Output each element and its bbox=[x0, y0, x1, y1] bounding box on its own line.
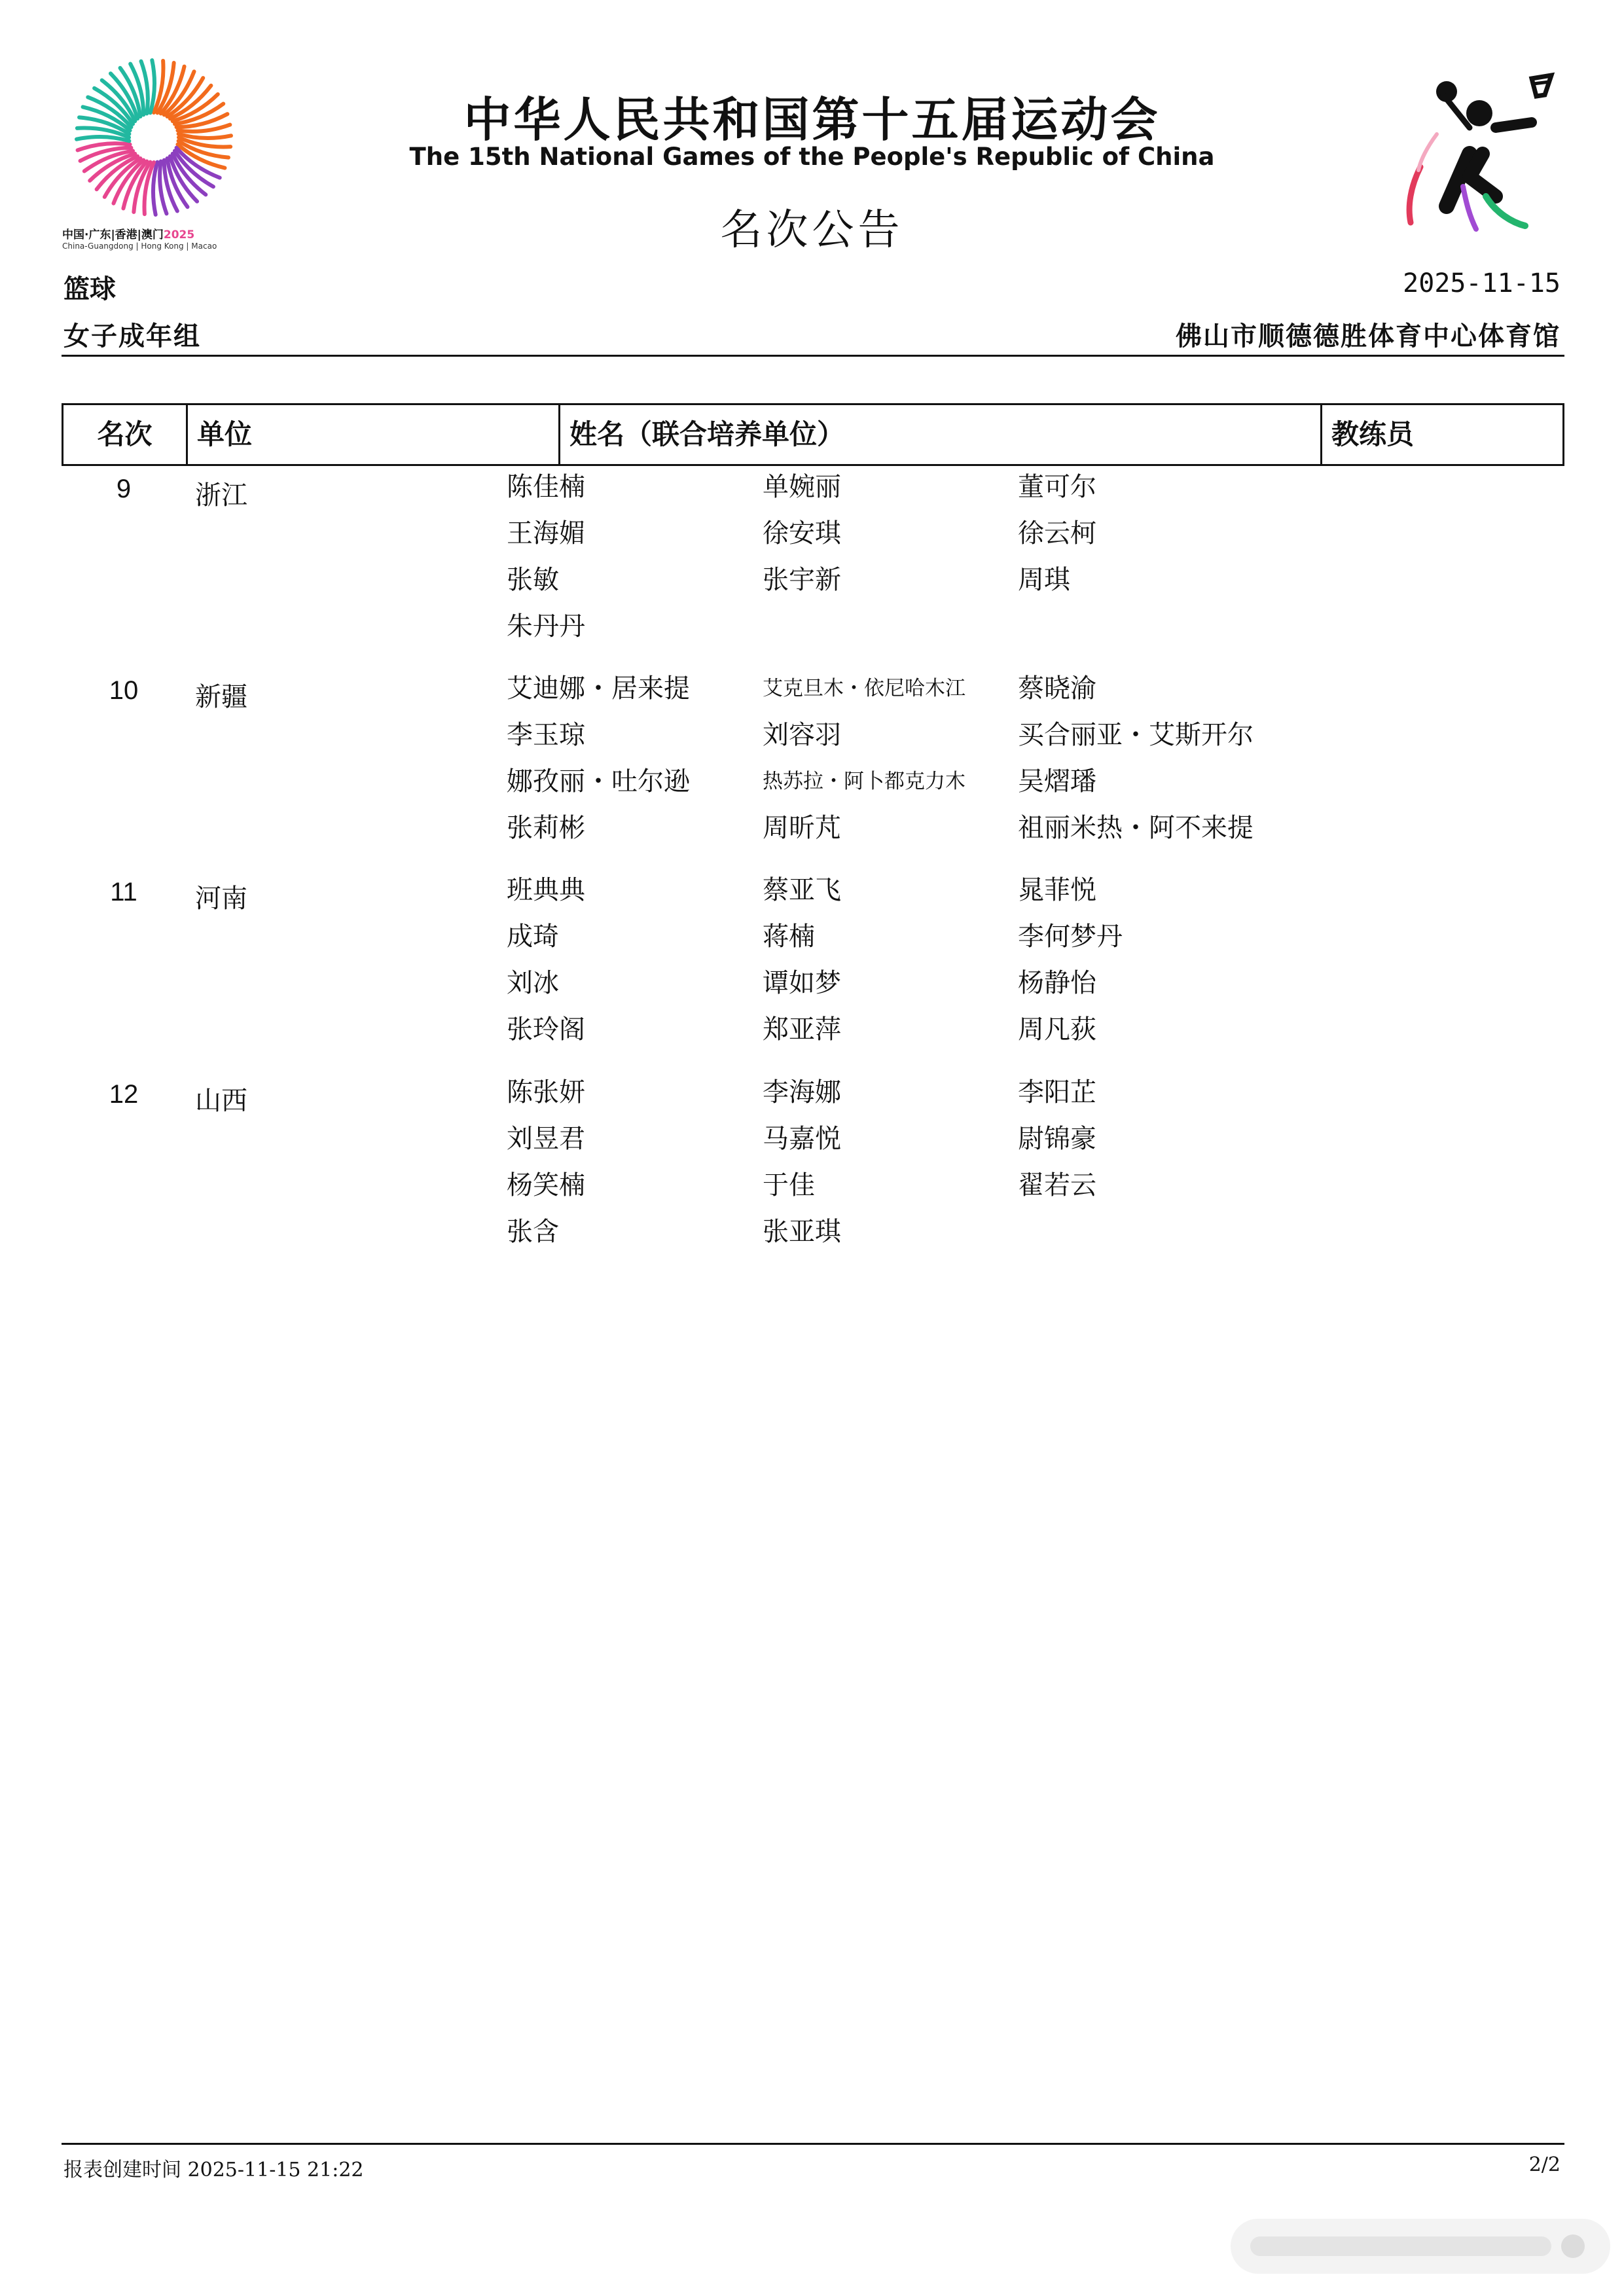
basketball-pictogram bbox=[1371, 62, 1568, 259]
header-divider bbox=[62, 355, 1564, 357]
watermark bbox=[1231, 2219, 1610, 2274]
athlete-name: 徐云柯 bbox=[1018, 518, 1096, 548]
athlete-name: 蔡亚飞 bbox=[763, 875, 841, 905]
report-created-time: 报表创建时间 2025-11-15 21:22 bbox=[63, 2159, 364, 2181]
athlete-name: 吴熠璠 bbox=[1018, 766, 1096, 797]
athlete-name: 陈张妍 bbox=[507, 1077, 585, 1107]
athlete-name: 刘冰 bbox=[507, 968, 559, 998]
venue-name: 佛山市顺德德胜体育中心体育馆 bbox=[1176, 321, 1561, 351]
watermark-bar bbox=[1250, 2236, 1551, 2256]
athlete-name: 张宇新 bbox=[763, 565, 841, 595]
athlete-name: 祖丽米热・阿不来提 bbox=[1018, 813, 1254, 843]
athlete-name: 刘昱君 bbox=[507, 1124, 585, 1154]
emblem-tagline-en: China-Guangdong | Hong Kong | Macao bbox=[62, 242, 217, 251]
footer-divider bbox=[62, 2143, 1564, 2145]
rank-cell: 10 bbox=[109, 676, 139, 705]
rank-cell: 9 bbox=[116, 475, 132, 503]
column-header-names: 姓名（联合培养单位） bbox=[560, 405, 1322, 464]
athlete-name: 周昕芃 bbox=[763, 813, 841, 843]
announcement-title: 名次公告 bbox=[720, 206, 904, 255]
sport-name: 篮球 bbox=[63, 274, 116, 304]
athlete-name: 蒋楠 bbox=[763, 922, 815, 952]
athlete-name: 班典典 bbox=[507, 875, 585, 905]
athlete-name: 徐安琪 bbox=[763, 518, 841, 548]
competition-group: 女子成年组 bbox=[63, 321, 201, 351]
athlete-name: 艾克旦木・依尼哈木江 bbox=[763, 677, 965, 700]
athlete-name: 娜孜丽・吐尔逊 bbox=[507, 766, 690, 797]
column-header-unit: 单位 bbox=[188, 405, 560, 464]
page-number: 2/2 bbox=[1528, 2153, 1561, 2176]
athlete-name: 买合丽亚・艾斯开尔 bbox=[1018, 720, 1254, 750]
athlete-name: 张莉彬 bbox=[507, 813, 585, 843]
athlete-name: 张敏 bbox=[507, 565, 559, 595]
athlete-name: 杨静怡 bbox=[1018, 968, 1096, 998]
athlete-name: 艾迪娜・居来提 bbox=[507, 673, 690, 704]
athlete-name: 热苏拉・阿卜都克力木 bbox=[763, 770, 965, 793]
event-date: 2025-11-15 bbox=[1403, 268, 1561, 298]
table-row bbox=[62, 673, 1564, 862]
athlete-name: 晁菲悦 bbox=[1018, 875, 1096, 905]
athlete-name: 李阳芷 bbox=[1018, 1077, 1096, 1107]
athlete-name: 李玉琼 bbox=[507, 720, 585, 750]
athlete-name: 周琪 bbox=[1018, 565, 1070, 595]
athlete-name: 杨笑楠 bbox=[507, 1170, 585, 1200]
games-title-cn: 中华人民共和国第十五届运动会 bbox=[463, 92, 1161, 147]
table-row bbox=[62, 875, 1564, 1064]
athlete-name: 陈佳楠 bbox=[507, 472, 585, 502]
athlete-name: 刘容羽 bbox=[763, 720, 841, 750]
athlete-name: 李海娜 bbox=[763, 1077, 841, 1107]
athlete-name: 尉锦豪 bbox=[1018, 1124, 1096, 1154]
athlete-name: 周凡荻 bbox=[1018, 1014, 1096, 1045]
unit-cell: 新疆 bbox=[195, 682, 247, 712]
table-row bbox=[62, 1077, 1564, 1266]
rank-cell: 12 bbox=[109, 1080, 139, 1109]
games-title-en: The 15th National Games of the People's Republic of China bbox=[409, 143, 1215, 171]
emblem-tagline: 中国·广东|香港|澳门2025 bbox=[62, 228, 195, 242]
rank-cell: 11 bbox=[110, 878, 137, 906]
unit-cell: 浙江 bbox=[195, 480, 247, 511]
athlete-name: 成琦 bbox=[507, 922, 559, 952]
athlete-name: 张亚琪 bbox=[763, 1217, 841, 1247]
athlete-name: 单婉丽 bbox=[763, 472, 841, 502]
athlete-name: 马嘉悦 bbox=[763, 1124, 841, 1154]
table-row bbox=[62, 472, 1564, 660]
athlete-name: 朱丹丹 bbox=[507, 611, 585, 641]
athlete-name: 王海媚 bbox=[507, 518, 585, 548]
athlete-name: 翟若云 bbox=[1018, 1170, 1096, 1200]
athlete-name: 谭如梦 bbox=[763, 968, 841, 998]
unit-cell: 河南 bbox=[195, 884, 247, 914]
athlete-name: 李何梦丹 bbox=[1018, 922, 1123, 952]
unit-cell: 山西 bbox=[195, 1086, 247, 1116]
column-header-rank: 名次 bbox=[63, 405, 188, 464]
watermark-dot bbox=[1561, 2234, 1585, 2258]
athlete-name: 董可尔 bbox=[1018, 472, 1096, 502]
athlete-name: 郑亚萍 bbox=[763, 1014, 841, 1045]
athlete-name: 张玲阁 bbox=[507, 1014, 585, 1045]
basketball-pictogram-icon bbox=[1371, 62, 1561, 252]
athlete-name: 张含 bbox=[507, 1217, 559, 1247]
athlete-name: 于佳 bbox=[763, 1170, 815, 1200]
athlete-name: 蔡晓渝 bbox=[1018, 673, 1096, 704]
column-header-coach: 教练员 bbox=[1331, 418, 1415, 450]
results-table-header bbox=[62, 403, 1564, 466]
